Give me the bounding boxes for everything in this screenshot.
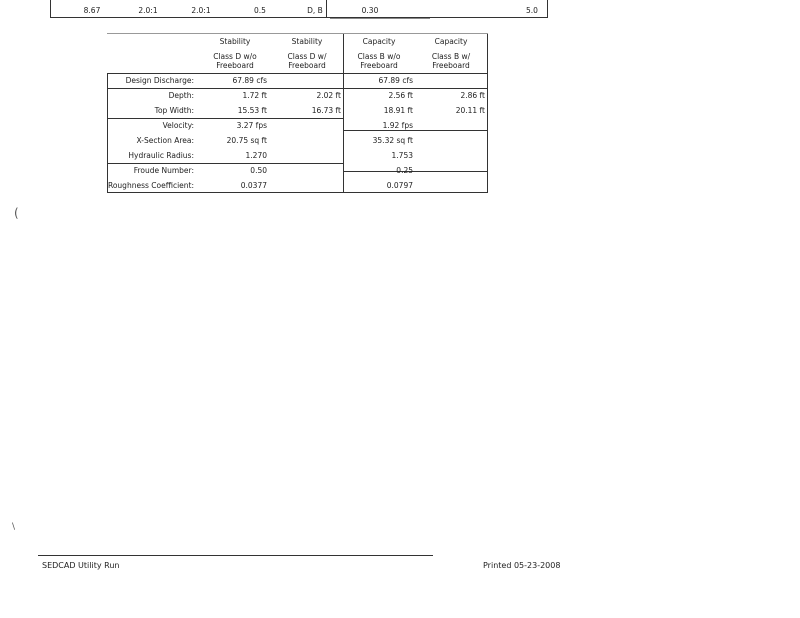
- cell-value: 0.0797: [386, 181, 413, 190]
- cell-value: 0.25: [396, 166, 413, 175]
- col-group-header: Stability: [219, 37, 251, 46]
- top-cell: 2.0:1: [138, 6, 158, 15]
- col-subheader: Class B w/: [431, 52, 471, 61]
- row-label: Depth:: [168, 91, 194, 100]
- cell-value: 3.27 fps: [236, 121, 267, 130]
- col-subheader: Class D w/: [287, 52, 327, 61]
- col-subheader: Class D w/o: [213, 52, 257, 61]
- cell-value: 67.89 cfs: [232, 76, 267, 85]
- col-group-header: Capacity: [362, 37, 396, 46]
- cell-value: 20.75 sq ft: [226, 136, 267, 145]
- col-subheader: Freeboard: [360, 61, 398, 70]
- row-label: Velocity:: [162, 121, 194, 130]
- footer-left-text: SEDCAD Utility Run: [42, 561, 120, 570]
- cell-value: 15.53 ft: [237, 106, 267, 115]
- row-label: Froude Number:: [133, 166, 194, 175]
- top-cell: 5.0: [526, 6, 538, 15]
- top-cell: 0.5: [254, 6, 266, 15]
- row-label: Hydraulic Radius:: [128, 151, 194, 160]
- top-cell: 8.67: [83, 6, 101, 15]
- cell-value: 0.0377: [240, 181, 267, 190]
- top-cell: D, B: [307, 6, 323, 15]
- cell-value: 1.92 fps: [382, 121, 413, 130]
- cell-value: 0.50: [250, 166, 267, 175]
- scan-artifact: \: [12, 522, 16, 532]
- col-subheader: Freeboard: [216, 61, 254, 70]
- cell-value: 2.02 ft: [316, 91, 341, 100]
- row-label: Top Width:: [154, 106, 194, 115]
- footer-print-date: Printed 05-23-2008: [483, 561, 561, 570]
- col-subheader: Freeboard: [432, 61, 470, 70]
- cell-value: 2.86 ft: [460, 91, 485, 100]
- row-label: Roughness Coefficient:: [107, 181, 194, 190]
- channel-results-table: [107, 33, 488, 193]
- col-group-header: Capacity: [434, 37, 468, 46]
- top-cell: 0.30: [361, 6, 379, 15]
- cell-value: 18.91 ft: [383, 106, 413, 115]
- cell-value: 1.72 ft: [242, 91, 267, 100]
- col-subheader: Freeboard: [288, 61, 326, 70]
- col-group-header: Stability: [291, 37, 323, 46]
- cell-value: 1.270: [245, 151, 267, 160]
- cell-value: 2.56 ft: [388, 91, 413, 100]
- cell-value: 16.73 ft: [311, 106, 341, 115]
- footer-rule: [38, 555, 433, 556]
- scan-artifact: (: [14, 206, 19, 220]
- cell-value: 1.753: [391, 151, 413, 160]
- scan-artifact: [330, 18, 430, 19]
- cell-value: 20.11 ft: [455, 106, 485, 115]
- row-label: Design Discharge:: [125, 76, 194, 85]
- cell-value: 35.32 sq ft: [372, 136, 413, 145]
- top-cell: 2.0:1: [191, 6, 211, 15]
- col-subheader: Class B w/o: [357, 52, 401, 61]
- cell-value: 67.89 cfs: [378, 76, 413, 85]
- top-partial-table: [50, 0, 548, 18]
- row-label: X-Section Area:: [136, 136, 194, 145]
